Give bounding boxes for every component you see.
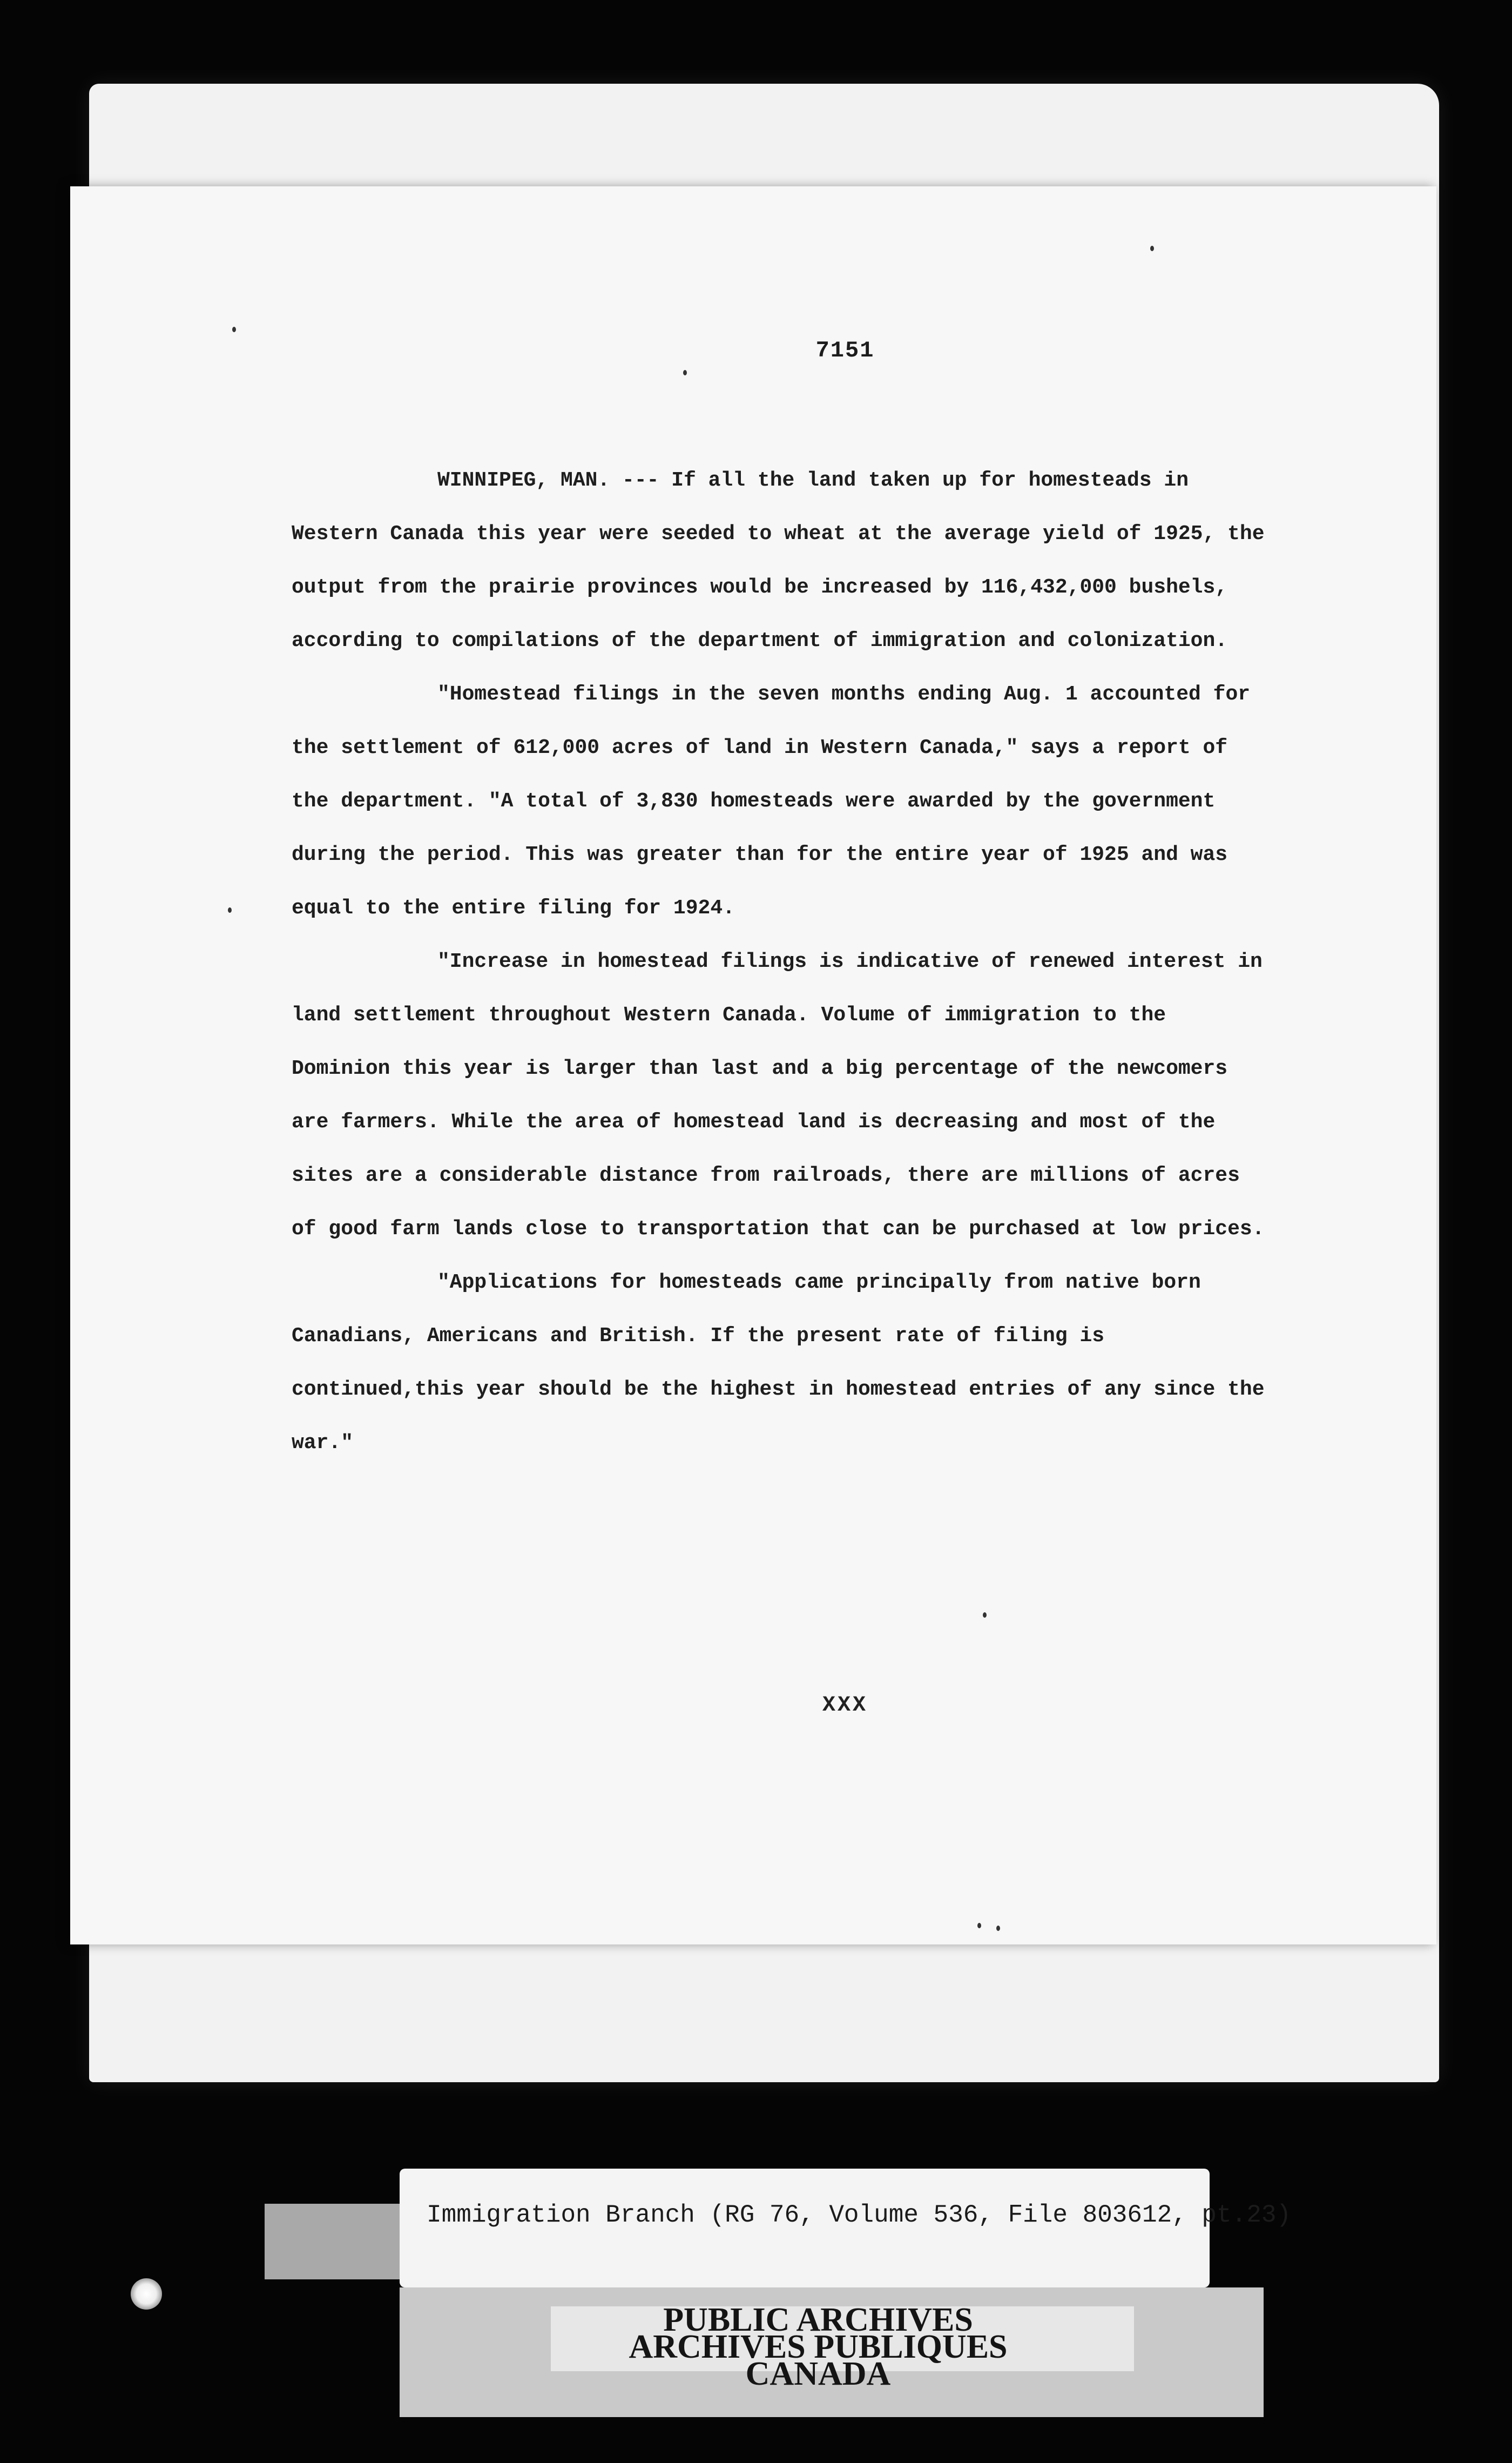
document-body: [292, 454, 1274, 1470]
dust-speck: [232, 327, 236, 332]
paragraph: WINNIPEG, MAN. --- If all the land taken up for homesteads in Western Canada this year were seeded to wheat at the average yield of 1925, the output from the prairie provinces would be increased by 116,432,000 bushels, according to compilations of the department of immigration and colonization.: [292, 469, 1265, 652]
dust-speck: [683, 370, 687, 375]
dust-speck: [996, 1926, 1000, 1931]
light-spot: [131, 2278, 162, 2310]
dust-speck: [1150, 246, 1154, 251]
archive-citation: Immigration Branch (RG 76, Volume 536, File 803612, pt.23): [427, 2201, 1292, 2229]
page-number: 7151: [815, 338, 875, 364]
dust-speck: [983, 1612, 987, 1618]
dust-speck: [228, 907, 232, 913]
end-mark: XXX: [822, 1693, 868, 1718]
dust-speck: [977, 1923, 981, 1928]
stamp-line: CANADA: [745, 2356, 891, 2392]
document-page: [70, 186, 1436, 1944]
stamp-line: PUBLIC ARCHIVES: [663, 2302, 973, 2338]
paragraph: "Applications for homesteads came principally from native born Canadians, Americans and British. If the present rate of filing is continued,this year should be the highest in homestead entries of any since the war.": [292, 1271, 1265, 1455]
paragraph: "Homestead filings in the seven months ending Aug. 1 accounted for the settlement of 612,000 acres of land in Western Canada," says a report of the department. "A total of 3,830 homesteads were awarded by the government during the period. This was greater than for the entire year of 1925 and was equal to the entire filing for 1924.: [292, 683, 1251, 920]
archives-stamp: [589, 2302, 1048, 2392]
stamp-line: ARCHIVES PUBLIQUES: [629, 2329, 1008, 2365]
paragraph: "Increase in homestead filings is indicative of renewed interest in land settlement throughout Western Canada. Volume of immigration to the Dominion this year is larger than last and a big percentage of the newcomers are farmers. While the area of homestead land is decreasing and most of the sites are a considerable distance from railroads, there are millions of acres of good farm lands close to transportation that can be purchased at low prices.: [292, 950, 1265, 1241]
